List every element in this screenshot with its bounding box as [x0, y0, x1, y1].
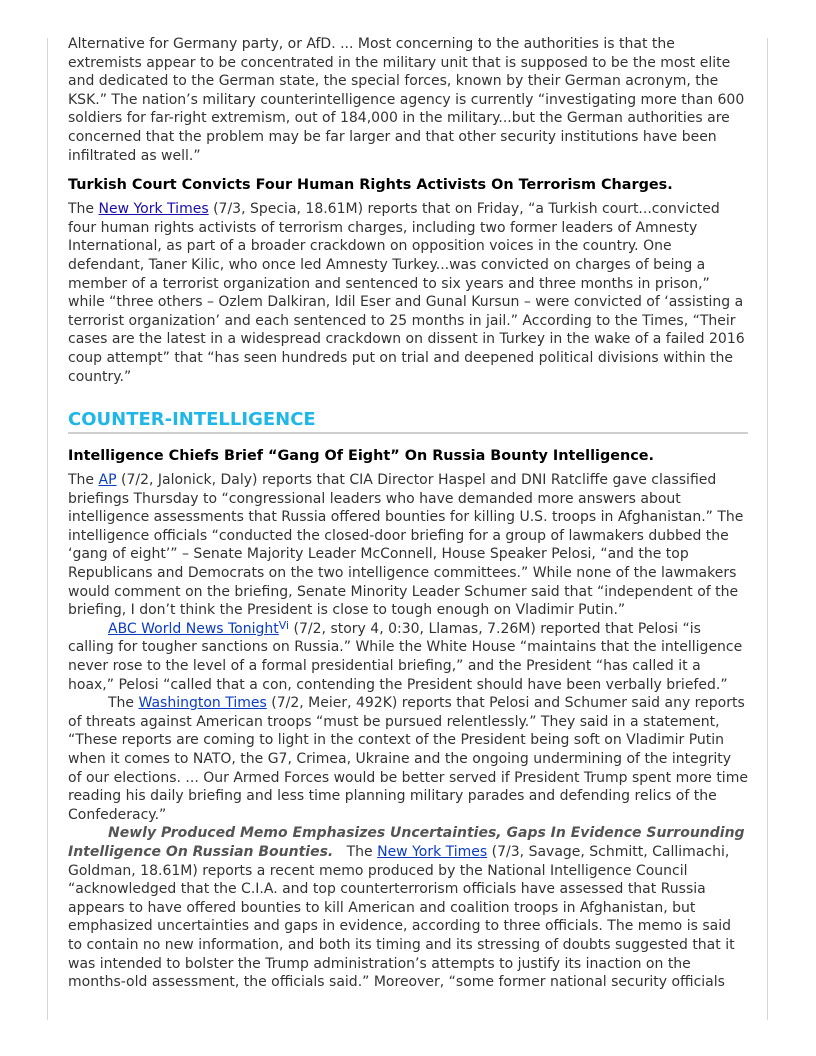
ap-link[interactable]: AP: [98, 472, 117, 489]
ap-paragraph: The AP (7/2, Jalonick, Daly) reports that CIA Director Haspel and DNI Ratcliffe gave classified briefings Thursday to “congressional leaders who have demanded more answers about intelligence assessments that Russia offered bounties for killing U.S. troops in Afghanistan.” The intelligence officials “conducted the closed-door briefing for a group of lawmakers dubbed the ‘gang of eight’” – Senate Majority Leader McConnell, House Speaker Pelosi, “and the top Republicans and Democrats on the two intelligence committees.” While none of the lawmakers would comment on the briefing, Senate Minority Leader Schumer said that “independent of the briefing, I don’t think the President is close to tough enough on Vladimir Putin.”: [68, 472, 744, 619]
washington-times-link[interactable]: Washington Times: [138, 695, 267, 712]
gang-of-eight-headline: Intelligence Chiefs Brief “Gang Of Eight” On Russia Bounty Intelligence.: [68, 448, 655, 465]
new-york-times-link[interactable]: New York Times: [98, 201, 209, 218]
video-icon-link[interactable]: Vi: [278, 618, 290, 632]
new-york-times-link-2[interactable]: New York Times: [377, 843, 488, 860]
memo-subheadline: Newly Produced Memo Emphasizes Uncertainties, Gaps In Evidence Surrounding Intelligence On Russian Bounties.: [68, 825, 745, 860]
germany-continued-paragraph: Alternative for Germany party, or AfD. ... Most concerning to the authorities is that the extremists appear to be concentrated in the military unit that is supposed to be the most elite and dedicated to the German state, the special forces, known by their German acronym, the KSK.” The nation’s military counterintelligence agency is currently “investigating more than 600 soldiers for far-right extremism, out of 184,000 in the military...but the German authorities are concerned that the problem may be far larger and that other security institutions have been infiltrated as well.”: [68, 36, 745, 164]
turkey-paragraph: The New York Times (7/3, Specia, 18.61M) reports that on Friday, “a Turkish court...convicted four human rights activists of terrorism charges, including two former leaders of Amnesty International, as part of a broader crackdown on opposition voices in the country. One defendant, Taner Kilic, who once led Amnesty Turkey...was convicted on charges of being a member of a terrorist organization and sentenced to six years and three months in prison,” while “three others – Ozlem Dalkiran, Idil Eser and Gunal Kursun – were convicted of ‘assisting a terrorist organization’ and each sentenced to 25 months in jail.” According to the Times, “Their cases are the latest in a widespread crackdown on dissent in Turkey in the wake of a failed 2016 coup attempt” that “has seen hundreds put on trial and deepened political divisions within the country.”: [68, 201, 745, 385]
washington-times-paragraph: The Washington Times (7/2, Meier, 492K) reports that Pelosi and Schumer said any reports of threats against American troops “must be pursued relentlessly.” They said in a statement, “These reports are coming to light in the context of the President being soft on Vladimir Putin when it comes to NATO, the G7, Crimea, Ukraine and the ongoing undermining of the integrity of our elections. ... Our Armed Forces would be better served if President Trump spent more time reading his daily briefing and less time planning military parades and defending relics of the Confederacy.”: [68, 695, 748, 823]
turkey-headline: Turkish Court Convicts Four Human Rights Activists On Terrorism Charges.: [68, 177, 673, 194]
right-margin-rule: [767, 38, 768, 1020]
memo-paragraph: Newly Produced Memo Emphasizes Uncertainties, Gaps In Evidence Surrounding Intelligence On Russian Bounties. The New York Times (7/3, Savage, Schmitt, Callimachi, Goldman, 18.61M) reports a recent memo produced by the National Intelligence Council “acknowledged that the C.I.A. and top counterterrorism officials have assessed that Russia appears to have offered bounties to kill American and coalition troops in Afghanistan, but emphasized uncertainties and gaps in evidence, according to three officials. The memo is said to contain no new information, and both its timing and its stressing of doubts suggested that it was intended to bolster the Trump administration’s attempts to justify its inaction on the months-old assessment, the officials said.” Moreover, “some former national security officials: [68, 825, 745, 991]
left-margin-rule: [47, 38, 48, 1020]
document-body: [68, 35, 748, 992]
section-heading-counter-intelligence: COUNTER-INTELLIGENCE: [68, 409, 748, 434]
abc-paragraph: ABC World News Tonight$^{Vi}$ (7/2, story 4, 0:30, Llamas, 7.26M) reported that Pelosi “is calling for tougher sanctions on Russia.” While the White House “maintains that the intelligence never rose to the level of a formal presidential briefing,” and the President “has called it a hoax,” Pelosi “called that a con, contending the President should have been verbally briefed.”: [68, 618, 743, 693]
abc-world-news-tonight-link[interactable]: ABC World News Tonight: [108, 620, 279, 637]
